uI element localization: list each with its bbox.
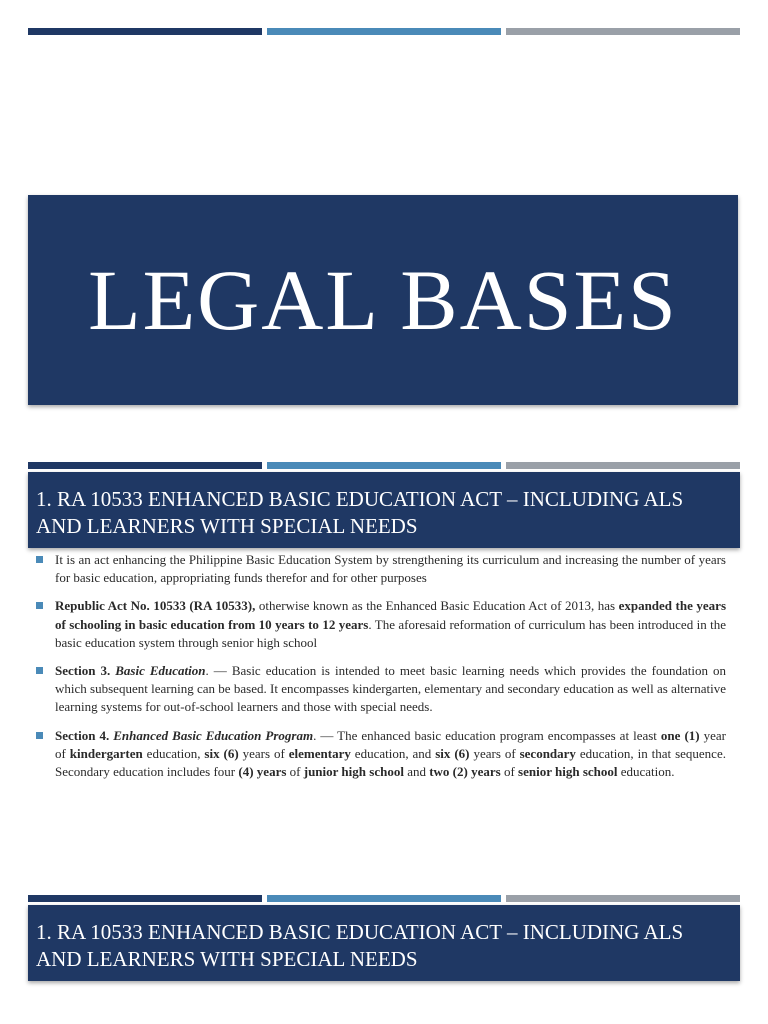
bullet-item-2 [36,597,726,652]
square-bullet-icon [36,732,43,739]
bullet-text: education, and [350,745,436,761]
bold-text: senior high school [518,764,618,780]
bullet-item-3 [36,662,726,717]
bullet-text: education, [142,745,205,761]
bullet-text: of [500,764,519,780]
slide1-title-box [28,195,738,405]
bullet-text: education. [617,764,675,780]
stripe-blue [267,28,501,35]
square-bullet-icon [36,556,43,563]
bold-text: kindergarten [69,745,143,761]
bold-text: expanded the years of schooling in basic education from 10 years to 12 years [55,598,727,632]
stripe-navy [28,895,262,902]
bullet-text: years of [469,745,520,761]
bold-text: Section 3. [55,663,116,679]
slide1-top-stripes [28,28,740,35]
bold-text: Section 4. [55,727,114,743]
bold-text: Republic Act No. 10533 (RA 10533), [55,598,256,614]
stripe-blue [267,895,501,902]
bullet-text: . The aforesaid reformation of curriculum has been introduced in the basic education system through senior high school [55,616,727,650]
bold-italic-text: Enhanced Basic Education Program [113,727,314,743]
stripe-gray [506,895,740,902]
bold-text: junior high school [303,764,404,780]
square-bullet-icon [36,602,43,609]
bullet-text: year of [55,727,726,761]
bullet-text: . — Basic education is intended to meet basic learning needs which provides the foundation on which subsequent learning can be based. It encompasses kindergarten, elementary and secondary education as well as alternative learning systems for out-of-school learners and those with special needs. [55,663,726,715]
stripe-gray [506,28,740,35]
bold-text: one (1) [660,727,700,743]
slide3-header-box [28,905,740,981]
bullet-text: years of [238,745,289,761]
stripe-navy [28,28,262,35]
stripe-navy [28,462,262,469]
bullet-list [36,551,726,791]
slide2-top-stripes [28,462,740,469]
section-heading: 1. RA 10533 ENHANCED BASIC EDUCATION ACT – INCLUDING ALS AND LEARNERS WITH SPECIAL NEEDS [36,487,684,538]
bullet-text: of [286,764,304,780]
bullet-item-4 [36,727,726,782]
bullet-item-1 [36,551,726,587]
bullet-text: and [403,764,430,780]
slide-title: LEGAL BASES [88,252,678,348]
bullet-text: . — The enhanced basic education program encompasses at least [313,727,661,743]
bold-text: secondary [519,745,576,761]
bold-text: six (6) [204,745,239,761]
bold-text: six (6) [435,745,470,761]
bold-text: (4) years [238,764,287,780]
bold-italic-text: Basic Education [115,663,206,679]
stripe-blue [267,462,501,469]
bold-text: two (2) years [429,764,501,780]
stripe-gray [506,462,740,469]
slide3-top-stripes [28,895,740,902]
square-bullet-icon [36,667,43,674]
bold-text: elementary [288,745,351,761]
bullet-text: It is an act enhancing the Philippine Basic Education System by strengthening its curriculum and increasing the number of years for basic education, appropriating funds therefor and for other purposes [55,552,726,586]
bullet-text: otherwise known as the Enhanced Basic Education Act of 2013, has [255,598,619,614]
bullet-text: education, in that sequence. Secondary education includes four [55,745,726,780]
section-heading: 1. RA 10533 ENHANCED BASIC EDUCATION ACT – INCLUDING ALS AND LEARNERS WITH SPECIAL NEEDS [36,920,684,971]
slide2-header-box [28,472,740,548]
